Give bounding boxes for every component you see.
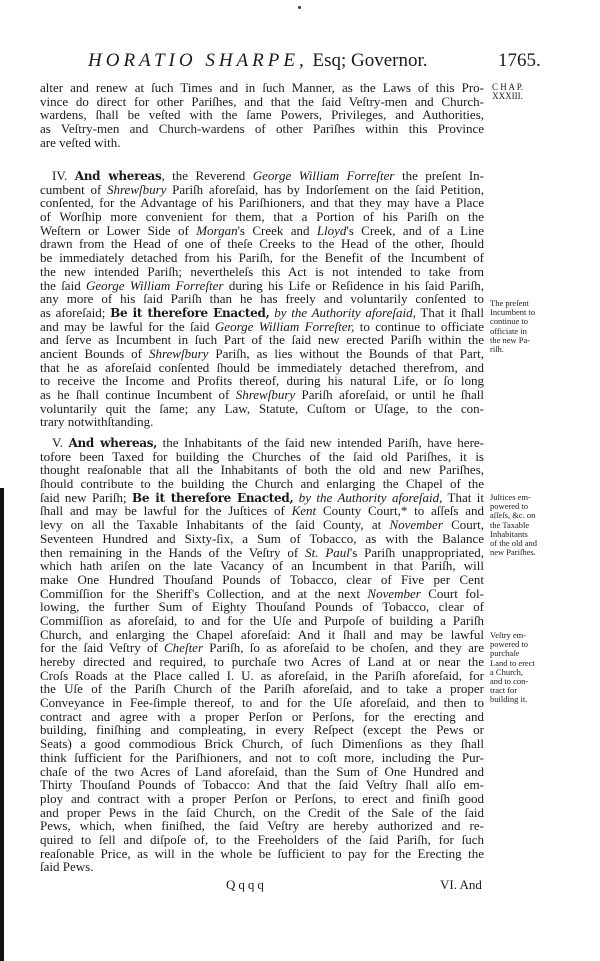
- text-run: Court fol-: [420, 585, 484, 601]
- text-run: trary notwithſtanding.: [40, 414, 154, 430]
- text-run: Thirty Thouſand Pounds of Tobacco: And that the ſaid Veſtry ſhall alſo em-: [40, 777, 484, 793]
- italic-run: November: [367, 585, 421, 601]
- text-run: ſaid Pews.: [40, 859, 94, 875]
- text-run: ploy and contract with a proper Perſon or Perſons, to erect and finiſh good: [40, 790, 484, 806]
- text-line: [40, 546, 484, 560]
- text-run: contract and agree with a proper Perſon or Perſons, for the erecting and: [40, 708, 484, 724]
- catchword: VI. And: [440, 877, 482, 892]
- text-run: then remaining in the Hands of the Veſtry of: [40, 544, 306, 560]
- text-run: of Worſhip more convenient for them, that a Portion of his Pariſh on the: [40, 209, 484, 225]
- text-line: [40, 136, 484, 150]
- text-run: 's Pariſh unappropriated,: [349, 544, 485, 560]
- text-line: [40, 361, 484, 375]
- italic-run: George William Forreſter: [252, 168, 395, 183]
- text-run: the new intended Pariſh; nevertheleſs this Act is not intended to take from: [40, 263, 484, 279]
- governor-name: HORATIO SHARPE,: [88, 50, 308, 71]
- text-run: Croſs Roads at the Place called I. U. as aforeſaid, in the Pariſh aforeſaid, for: [40, 667, 484, 683]
- text-line: [40, 292, 484, 306]
- margin-note-line: Incumbent to: [490, 307, 536, 318]
- text-line: [40, 833, 484, 847]
- text-run: the ſaid: [40, 277, 87, 293]
- blackletter-run: Be it therefore Enacted,: [132, 490, 294, 505]
- italic-run: November: [389, 517, 443, 533]
- text-line: [40, 450, 484, 464]
- text-run: and ſerve as Incumbent in ſuch Part of the ſaid new erected Pariſh within the: [40, 332, 484, 348]
- margin-note-line: Land to erect: [490, 657, 535, 668]
- text-run: cumbent of: [40, 181, 107, 197]
- margin-note-line: Inhabitants: [490, 528, 528, 539]
- italic-run: Lloyd: [316, 222, 347, 238]
- margin-note-line: Juſtices em-: [490, 492, 531, 502]
- text-line: [40, 374, 484, 388]
- text-run: the preſent In-: [394, 168, 484, 183]
- text-run: reaſonable Price, as will in the whole be ſufficient to pay for the Erecting the: [40, 845, 484, 861]
- text-line: [40, 655, 484, 669]
- italic-run: by the Authority aforeſaid,: [298, 489, 443, 505]
- text-line: [40, 751, 484, 765]
- italic-run: by the Authority aforeſaid,: [274, 304, 416, 320]
- text-run: for the ſaid Veſtry of: [40, 640, 165, 656]
- margin-note-line: officiate in: [490, 325, 527, 336]
- margin-note-line: the Taxable: [490, 519, 530, 530]
- scan-edge-shadow: [0, 488, 4, 961]
- margin-chapter: [492, 83, 523, 101]
- blackletter-run: And whereas: [74, 169, 162, 183]
- text-line: [40, 696, 484, 710]
- text-line: [40, 765, 484, 779]
- signature-mark: Qqqq: [226, 877, 267, 892]
- text-run: conſented, for the Advantage of his Pariſhioners, and that they may have a Place: [40, 195, 484, 211]
- italic-run: Morgan: [196, 222, 238, 238]
- text-run: the Inhabitants of the ſaid new intended Pariſh, have here-: [157, 435, 485, 450]
- text-line: [40, 81, 484, 95]
- margin-note-line: new Pariſhes.: [490, 547, 536, 558]
- text-run: lowing, the further Sum of Eighty Thouſand Pounds of Tobacco, clear of: [40, 599, 484, 615]
- text-run: Seventeen Hundred and Sixty-ſix, a Sum of Tobacco, as with the Balance: [40, 530, 484, 546]
- text-line: [40, 183, 484, 197]
- running-title: [88, 50, 428, 72]
- text-line: [40, 265, 484, 279]
- margin-note-line: tract for: [490, 685, 518, 696]
- text-line: [40, 792, 484, 806]
- text-run: levy on all the Taxable Inhabitants of the ſaid County, at: [40, 517, 390, 533]
- text-line: [40, 504, 484, 518]
- text-line: [40, 306, 484, 320]
- text-run: the Uſe of the Pariſh Church of the Pariſh aforeſaid, and to take a proper: [40, 681, 484, 697]
- text-run: tofore been Taxed for building the Churches of the ſaid old Pariſhes, it is: [40, 448, 484, 464]
- text-run: are veſted with.: [40, 134, 121, 150]
- text-run: to receive the Income and Profits thereof, during his natural Life, or ſo long: [40, 373, 484, 389]
- text-run: ſhould contribute to the building the Church and enlarging the Chapel of the: [40, 476, 484, 492]
- text-line: [40, 532, 484, 546]
- text-run: which hath ariſen on the late Vacancy of an Incumbent in that Pariſh, will: [40, 558, 484, 574]
- text-line: [40, 95, 484, 109]
- margin-note-line: powered to: [490, 501, 529, 512]
- text-run: Conveyance in Fee-ſimple thereof, to and for the Uſe aforeſaid, and then to: [40, 695, 484, 711]
- text-run: voluntarily quit the ſame; any Law, Statute, Cuſtom or Uſage, to the con-: [40, 400, 484, 416]
- text-line: [40, 628, 484, 642]
- margin-note-incumbent: [490, 299, 535, 354]
- text-line: [40, 600, 484, 614]
- text-run: County Court,* to aſſeſs and: [316, 503, 484, 519]
- text-run: and may be lawful for the ſaid: [40, 318, 215, 334]
- text-line: [40, 573, 484, 587]
- text-run: Court,: [442, 517, 484, 533]
- italic-run: Shrewſbury: [106, 181, 167, 197]
- text-run: that he as aforeſaid conſented ſhould be immediately detached therefrom, and: [40, 359, 484, 375]
- governor-title: Esq; Governor.: [312, 50, 428, 71]
- text-line: [40, 710, 484, 724]
- text-line: [40, 333, 484, 347]
- italic-run: Kent: [291, 503, 317, 519]
- italic-run: Shrewſbury: [148, 345, 209, 361]
- italic-run: George William Forreſter: [86, 277, 224, 293]
- paragraph-v: [40, 436, 484, 874]
- text-run: drawn from the Head of one of theſe Creeks to the Head of the other, ſhould: [40, 236, 484, 252]
- text-run: Weſtern or Lower Side of: [40, 222, 197, 238]
- text-run: vince do direct for other Pariſhes, and that the ſaid Veſtry-men and Church-: [40, 93, 484, 109]
- text-run: as aforeſaid;: [40, 304, 111, 320]
- blackletter-run: Be it therefore Enacted,: [110, 305, 270, 320]
- text-line: [40, 491, 484, 505]
- italic-run: Shrewſbury: [235, 387, 296, 402]
- margin-note-line: a Church,: [490, 666, 524, 677]
- text-line: [40, 388, 484, 402]
- text-line: [40, 559, 484, 573]
- text-run: Pariſh aforeſaid, or until he ſhall: [295, 387, 484, 402]
- text-line: [40, 224, 484, 238]
- scan-speck: [298, 6, 301, 9]
- text-line: [40, 279, 484, 293]
- text-run: as he ſhall continue Incumbent of: [40, 387, 236, 402]
- text-run: That it ſhall: [415, 304, 484, 320]
- text-run: Pews, which, when finiſhed, the ſaid Veſtry are hereby authorized and re-: [40, 818, 484, 834]
- margin-note-line: C H A P.: [492, 82, 524, 92]
- margin-note-line: building it.: [490, 694, 528, 705]
- text-line: [40, 463, 484, 477]
- text-run: 's Creek, and of a Line: [346, 222, 484, 238]
- margin-note-line: purchaſe: [490, 648, 520, 659]
- text-run: be immediately detached from his Pariſh, for the Benefit of the Incumbent of: [40, 250, 484, 266]
- italic-run: Cheſter: [164, 640, 204, 656]
- text-run: , the Reverend: [161, 168, 253, 183]
- italic-run: George William Forreſter,: [214, 318, 355, 334]
- text-line: [40, 819, 484, 833]
- margin-note-line: Veſtry em-: [490, 630, 527, 640]
- margin-note-line: powered to: [490, 639, 529, 650]
- italic-run: St. Paul: [305, 544, 350, 560]
- text-run: and proper Pews in the ſaid Church, on the Credit of the Sale of the ſaid: [40, 804, 484, 820]
- text-line: [40, 518, 484, 532]
- text-run: to continue to officiate: [354, 318, 484, 334]
- text-run: wardens, ſhall be veſted with the ſame Powers, Privileges, and Authorities,: [40, 107, 484, 123]
- text-run: IV.: [52, 168, 75, 183]
- margin-note-line: The preſent: [490, 298, 529, 308]
- text-line: [40, 614, 484, 628]
- text-run: ſaid new Pariſh;: [40, 489, 132, 505]
- text-run: as Veſtry-men and Church-wardens of other Pariſhes within this Province: [40, 121, 484, 137]
- margin-note-justices: [490, 493, 537, 557]
- text-run: ancient Bounds of: [40, 345, 149, 361]
- text-run: Pariſh, ſo as aforeſaid to be choſen, and they are: [203, 640, 484, 656]
- text-line: [40, 477, 484, 491]
- text-run: ſhall and may be lawful for the Juſtices of: [40, 503, 292, 519]
- text-run: Church, and enlarging the Chapel aforeſaid: And it ſhall and may be lawful: [40, 626, 484, 642]
- text-line: [40, 641, 484, 655]
- paragraph-iv: [40, 169, 484, 429]
- text-line: [40, 436, 484, 450]
- text-run: Pariſh aforeſaid, has by Indorſement on the ſaid Petition,: [166, 181, 485, 197]
- text-line: [40, 778, 484, 792]
- text-line: [40, 723, 484, 737]
- text-run: Commiſſion for the Sheriff's Collection, and at the next: [40, 585, 368, 601]
- margin-note-line: riſh.: [490, 344, 504, 355]
- text-line: [40, 169, 484, 183]
- text-run: alter and renew at ſuch Times and in ſuch Manner, as the Laws of this Pro-: [40, 80, 484, 95]
- text-run: V.: [52, 435, 69, 450]
- text-run: Seats) a good commodious Brick Church, of ſuch Dimenſions as they ſhall: [40, 736, 484, 752]
- margin-note-line: the new Pa-: [490, 334, 531, 345]
- text-line: [40, 320, 484, 334]
- text-line: [40, 402, 484, 416]
- blackletter-run: And whereas,: [68, 436, 158, 450]
- margin-note-line: continue to: [490, 316, 529, 327]
- text-line: [40, 669, 484, 683]
- paragraph-continuation: [40, 81, 484, 149]
- text-line: [40, 587, 484, 601]
- margin-note-line: XXXIII.: [492, 91, 523, 101]
- margin-note-vestry: [490, 631, 535, 705]
- text-run: That it: [442, 489, 484, 505]
- text-line: [40, 847, 484, 861]
- margin-note-line: aſſeſs, &c. on: [490, 510, 536, 521]
- text-run: Commiſſion as aforeſaid, to and for the Uſe and Purpoſe of building a Pariſh: [40, 612, 484, 628]
- text-line: [40, 806, 484, 820]
- page-year: 1765.: [498, 50, 541, 71]
- text-line: [40, 237, 484, 251]
- text-line: [40, 415, 484, 429]
- text-line: [40, 737, 484, 751]
- text-run: 's Creek and: [237, 222, 317, 238]
- text-line: [40, 196, 484, 210]
- text-run: building, finiſhing and compleating, in every Reſpect (except the Pews or: [40, 722, 484, 738]
- text-line: [40, 347, 484, 361]
- text-line: [40, 210, 484, 224]
- text-line: [40, 122, 484, 136]
- margin-note-line: of the old and: [490, 538, 537, 549]
- text-run: during his Life or Reſidence in his ſaid Pariſh,: [223, 277, 484, 293]
- running-header: [0, 50, 600, 74]
- text-run: chaſe of the two Acres of Land aforeſaid, than the Sum of One Hundred and: [40, 763, 484, 779]
- text-run: make One Hundred Thouſand Pounds of Tobacco, clear of Five per Cent: [40, 571, 484, 587]
- text-run: any more of his ſaid Pariſh than he has freely and voluntarily conſented to: [40, 291, 484, 307]
- margin-note-line: and to con-: [490, 676, 529, 687]
- text-line: [40, 251, 484, 265]
- text-run: quired to ſell and diſpoſe of, to the Freeholders of the ſaid Pariſh, for ſuch: [40, 831, 484, 847]
- text-run: Pariſh, as lies without the Bounds of that Part,: [208, 345, 484, 361]
- text-line: [40, 860, 484, 874]
- text-run: hereby directed and required, to purchaſe two Acres of Land at or near the: [40, 654, 484, 669]
- text-line: [40, 108, 484, 122]
- text-run: thought reaſonable that all the Inhabitants of both the old and new Pariſhes,: [40, 462, 484, 478]
- text-run: think ſufficient for the Pariſhioners, and not to coſt more, including the Pur-: [40, 749, 484, 765]
- text-line: [40, 682, 484, 696]
